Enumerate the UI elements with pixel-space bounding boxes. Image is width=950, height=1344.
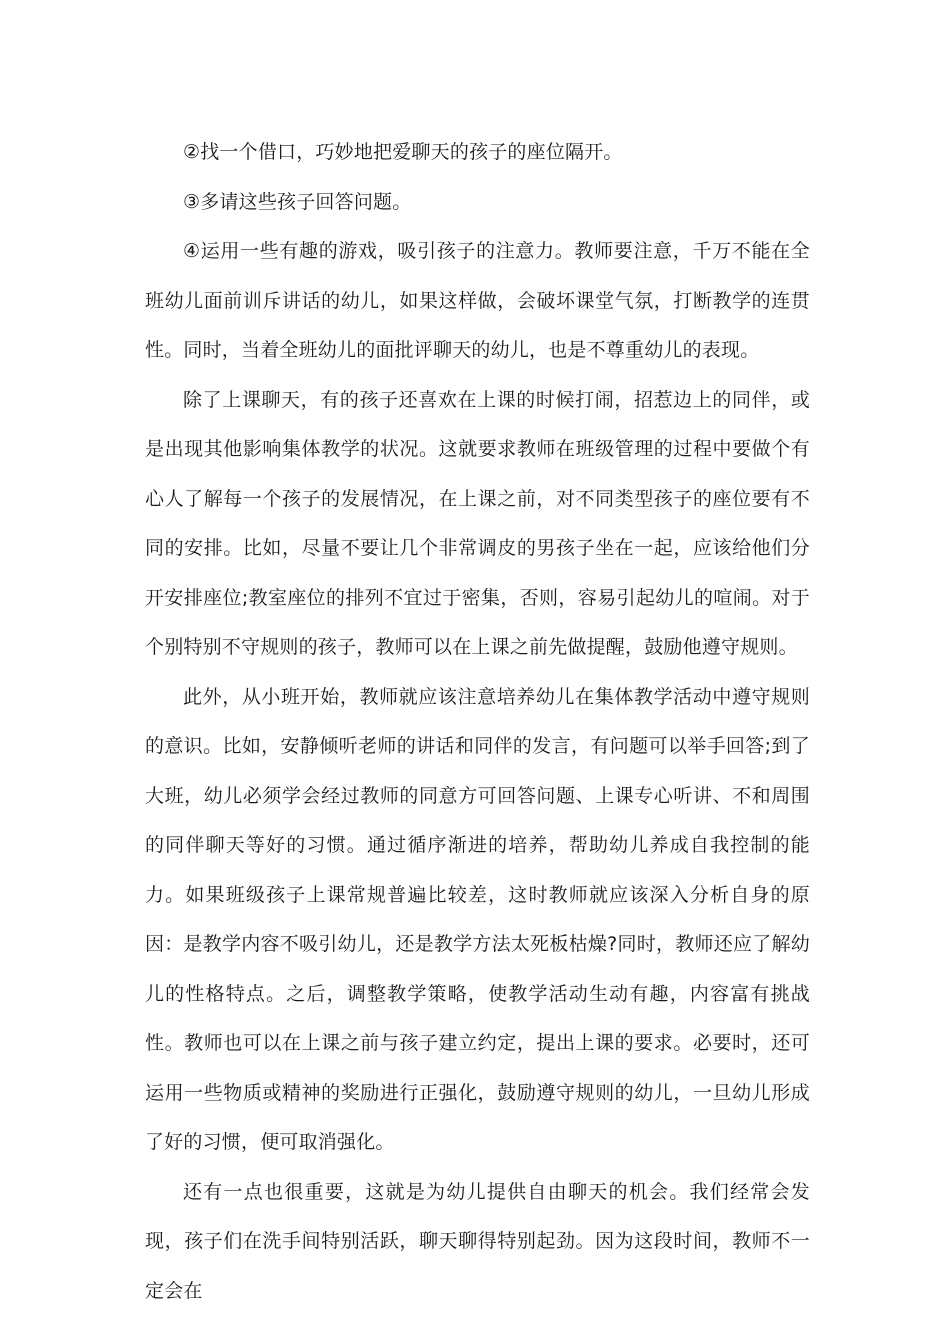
paragraph-3: ④运用一些有趣的游戏，吸引孩子的注意力。教师要注意，千万不能在全班幼儿面前训斥讲话的幼儿，如果这样做，会破坏课堂气氛，打断教学的连贯性。同时，当着全班幼儿的面批评聊天的幼儿，也是不尊重幼儿的表现。: [145, 240, 810, 361]
document-body: [145, 128, 810, 1316]
paragraph-4: 除了上课聊天，有的孩子还喜欢在上课的时候打闹，招惹边上的同伴，或是出现其他影响集体教学的状况。这就要求教师在班级管理的过程中要做个有心人了解每一个孩子的发展情况，在上课之前，对不同类型孩子的座位要有不同的安排。比如，尽量不要让几个非常调皮的男孩子坐在一起，应该给他们分开安排座位;教室座位的排列不宜过于密集，否则，容易引起幼儿的喧闹。对于个别特别不守规则的孩子，教师可以在上课之前先做提醒，鼓励他遵守规则。: [145, 388, 810, 658]
paragraph-1: ②找一个借口，巧妙地把爱聊天的孩子的座位隔开。: [183, 141, 623, 163]
paragraph-2: ③多请这些孩子回答问题。: [183, 190, 412, 213]
paragraph-5: 此外，从小班开始，教师就应该注意培养幼儿在集体教学活动中遵守规则的意识。比如，安静倾听老师的讲话和同伴的发言，有问题可以举手回答;到了大班，幼儿必须学会经过教师的同意方可回答问题、上课专心听讲、不和周围的同伴聊天等好的习惯。通过循序渐进的培养，帮助幼儿养成自我控制的能力。如果班级孩子上课常规普遍比较差，这时教师就应该深入分析自身的原因：是教学内容不吸引幼儿，还是教学方法太死板枯燥?同时，教师还应了解幼儿的性格特点。之后，调整教学策略，使教学活动生动有趣，内容富有挑战性。教师也可以在上课之前与孩子建立约定，提出上课的要求。必要时，还可运用一些物质或精神的奖励进行正强化，鼓励遵守规则的幼儿，一旦幼儿形成了好的习惯，便可取消强化。: [145, 685, 810, 1153]
paragraph-6: 还有一点也很重要，这就是为幼儿提供自由聊天的机会。我们经常会发现，孩子们在洗手间特别活跃，聊天聊得特别起劲。因为这段时间，教师不一定会在: [145, 1180, 810, 1302]
